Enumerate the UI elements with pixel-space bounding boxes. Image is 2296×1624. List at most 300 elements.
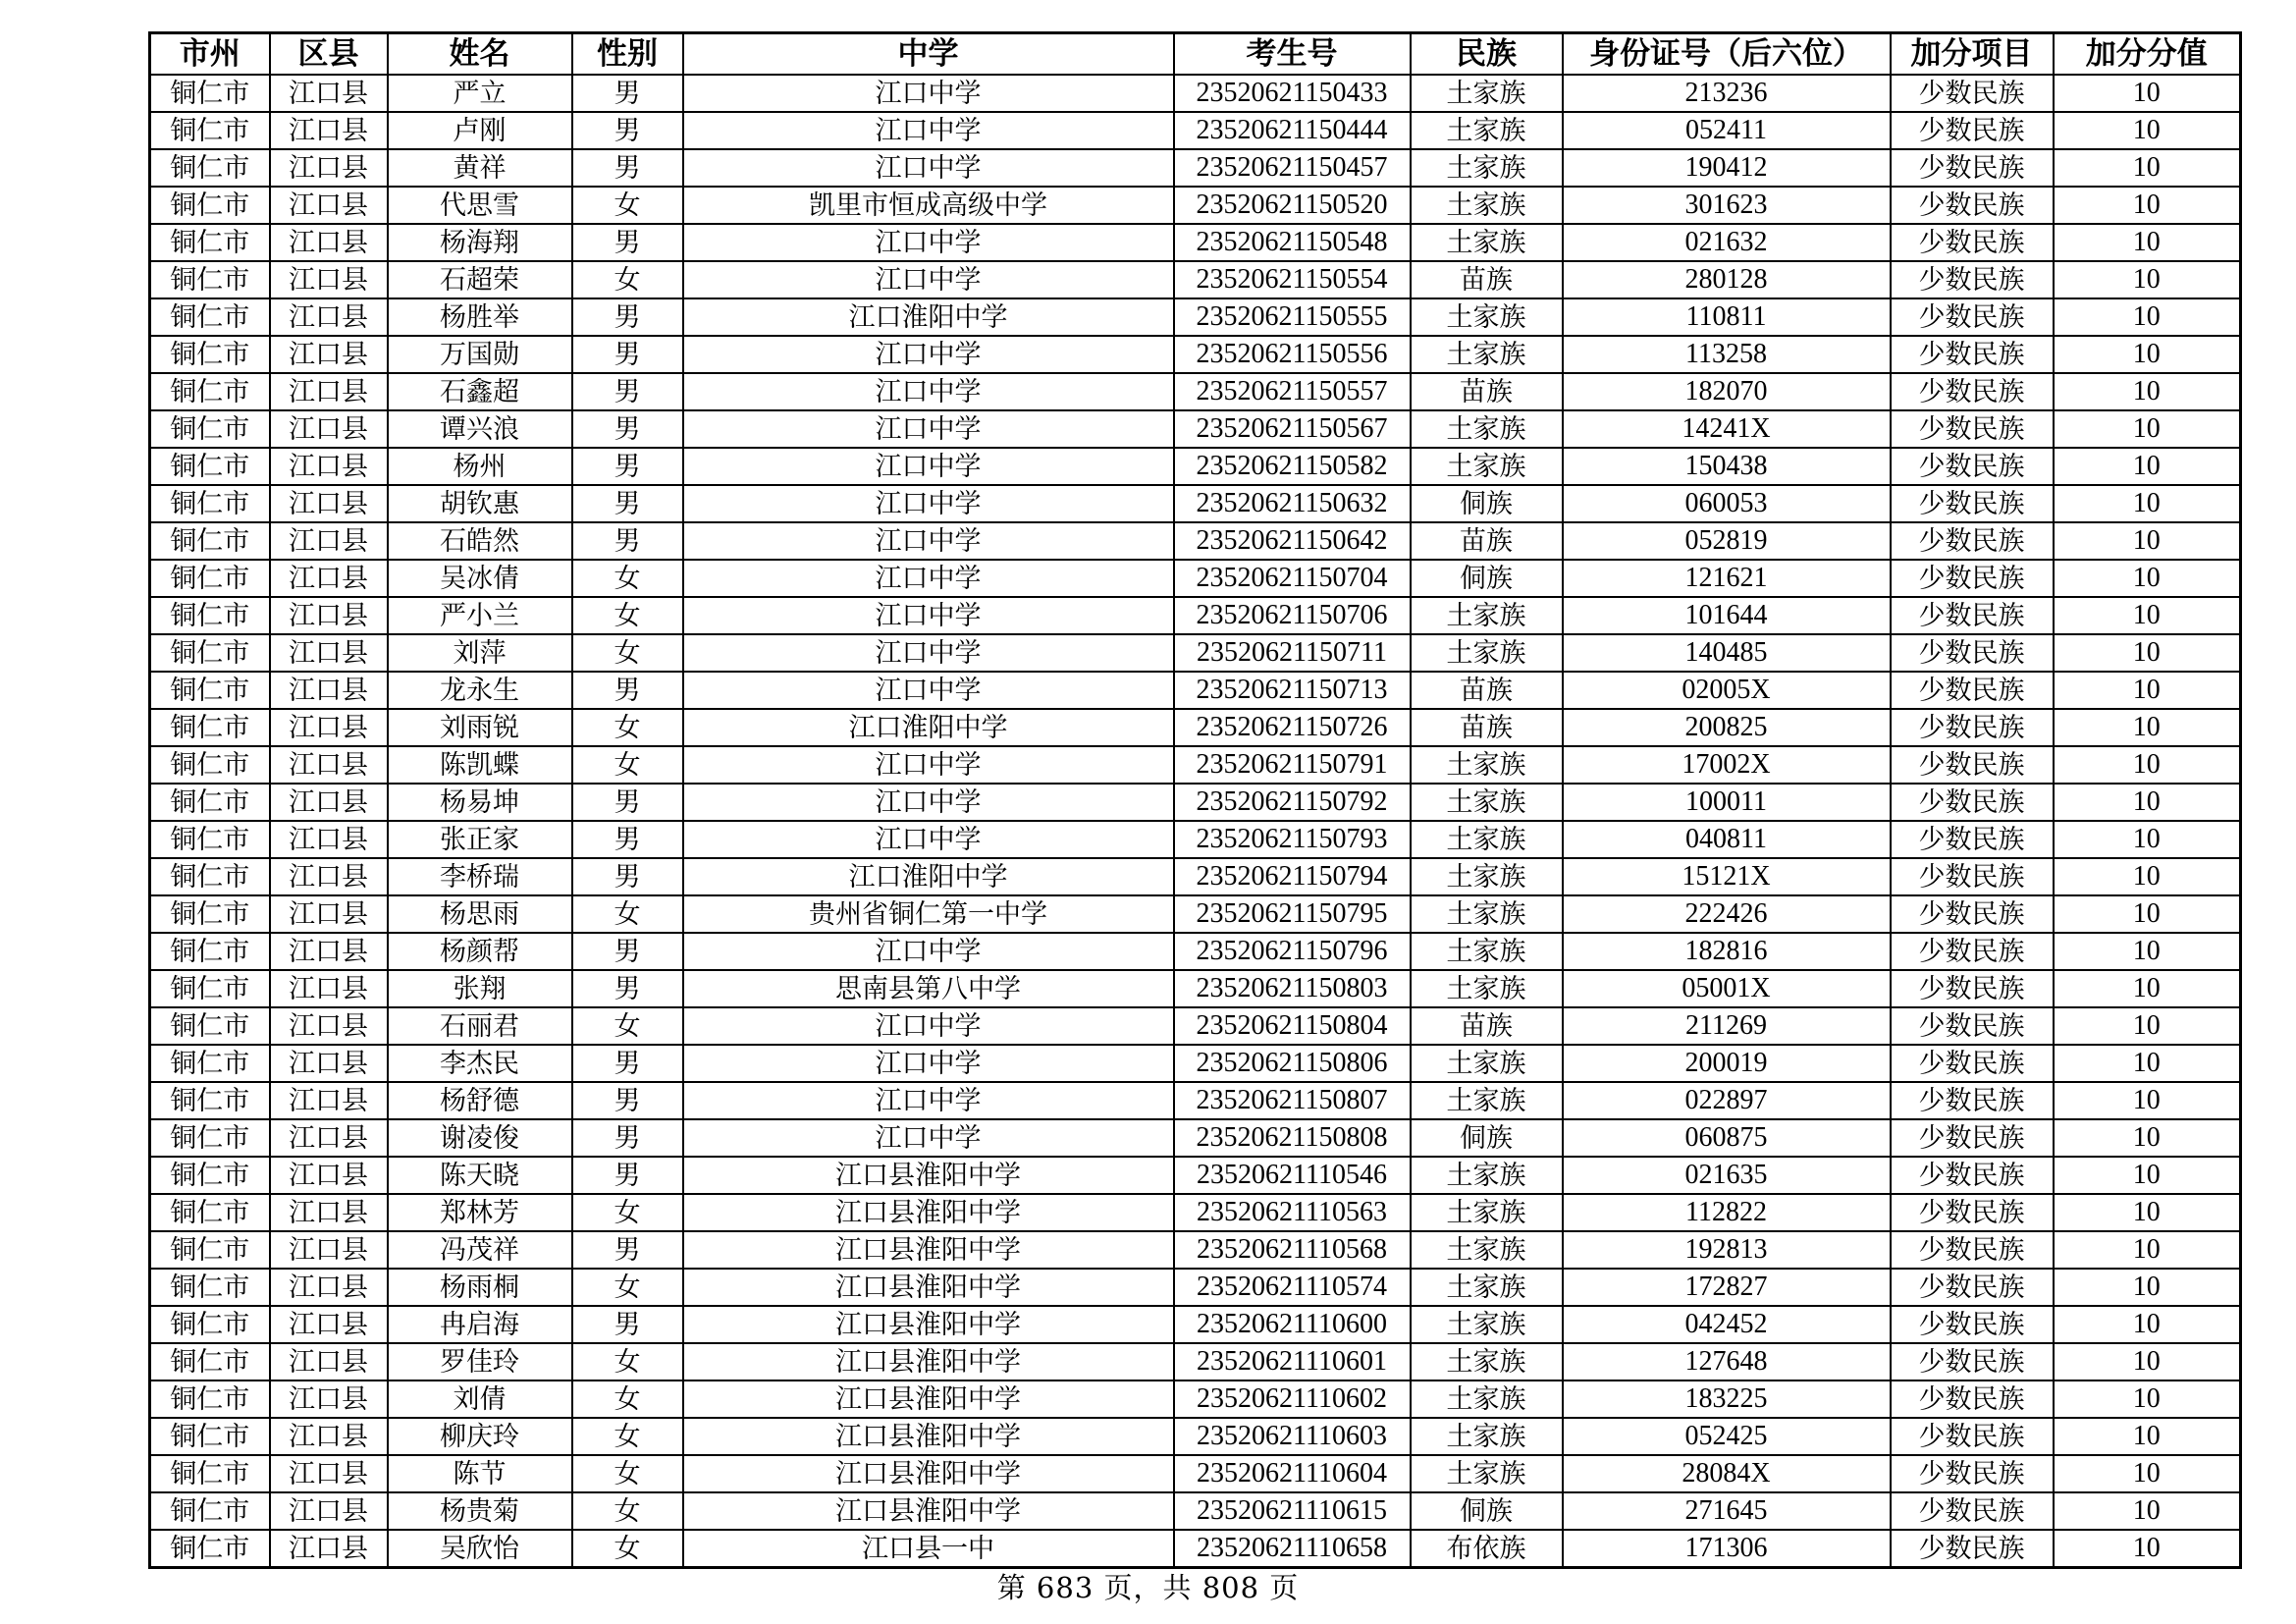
table-row — [150, 634, 2241, 672]
gender-cell: 女 — [572, 1492, 683, 1530]
table-row — [150, 784, 2241, 821]
name-cell: 杨贵菊 — [388, 1492, 572, 1530]
table-row — [150, 1492, 2241, 1530]
city-header: 市州 — [150, 33, 270, 76]
name-cell: 罗佳玲 — [388, 1343, 572, 1380]
ethnicity-cell: 土家族 — [1411, 336, 1563, 373]
name-cell: 杨思雨 — [388, 895, 572, 933]
name-cell: 刘萍 — [388, 634, 572, 672]
bonus-value-cell: 10 — [2054, 224, 2241, 261]
school-cell: 江口县淮阳中学 — [683, 1492, 1174, 1530]
exam-number-cell: 23520621150557 — [1174, 373, 1411, 410]
name-cell: 杨胜举 — [388, 298, 572, 336]
county-cell: 江口县 — [270, 895, 388, 933]
school-cell: 江口中学 — [683, 634, 1174, 672]
id-suffix-cell: 042452 — [1563, 1306, 1891, 1343]
county-cell: 江口县 — [270, 75, 388, 112]
bonus-points-table — [148, 31, 2242, 1569]
city-cell: 铜仁市 — [150, 298, 270, 336]
county-cell: 江口县 — [270, 1231, 388, 1269]
county-cell: 江口县 — [270, 224, 388, 261]
bonus-item-cell: 少数民族 — [1891, 933, 2054, 970]
county-cell: 江口县 — [270, 112, 388, 149]
school-cell: 江口中学 — [683, 672, 1174, 709]
bonus-value-cell: 10 — [2054, 112, 2241, 149]
ethnicity-cell: 侗族 — [1411, 1119, 1563, 1157]
bonus-value-cell: 10 — [2054, 784, 2241, 821]
school-cell: 江口中学 — [683, 112, 1174, 149]
school-cell: 江口县淮阳中学 — [683, 1455, 1174, 1492]
exam-number-cell: 23520621110563 — [1174, 1194, 1411, 1231]
exam-number-cell: 23520621150632 — [1174, 485, 1411, 522]
bonus-value-cell: 10 — [2054, 410, 2241, 448]
ethnicity-cell: 苗族 — [1411, 373, 1563, 410]
name-cell: 石丽君 — [388, 1007, 572, 1045]
table-row — [150, 1269, 2241, 1306]
table-row — [150, 261, 2241, 298]
bonus-item-cell: 少数民族 — [1891, 560, 2054, 597]
ethnicity-cell: 土家族 — [1411, 298, 1563, 336]
exam-number-cell: 23520621150433 — [1174, 75, 1411, 112]
gender-cell: 男 — [572, 1082, 683, 1119]
school-cell: 江口中学 — [683, 746, 1174, 784]
name-cell: 李杰民 — [388, 1045, 572, 1082]
gender-cell: 女 — [572, 187, 683, 224]
gender-cell: 男 — [572, 672, 683, 709]
gender-cell: 女 — [572, 1418, 683, 1455]
id-suffix-cell: 060053 — [1563, 485, 1891, 522]
table-row — [150, 448, 2241, 485]
name-cell: 严小兰 — [388, 597, 572, 634]
county-header: 区县 — [270, 33, 388, 76]
city-cell: 铜仁市 — [150, 1455, 270, 1492]
ethnicity-cell: 土家族 — [1411, 1418, 1563, 1455]
id-suffix-cell: 280128 — [1563, 261, 1891, 298]
ethnicity-cell: 土家族 — [1411, 858, 1563, 895]
city-cell: 铜仁市 — [150, 634, 270, 672]
id-suffix-cell: 052411 — [1563, 112, 1891, 149]
bonus-item-cell: 少数民族 — [1891, 448, 2054, 485]
bonus-value-cell: 10 — [2054, 1380, 2241, 1418]
name-cell: 柳庆玲 — [388, 1418, 572, 1455]
id-suffix-cell: 127648 — [1563, 1343, 1891, 1380]
bonus-value-cell: 10 — [2054, 1231, 2241, 1269]
name-cell: 黄祥 — [388, 149, 572, 187]
gender-cell: 男 — [572, 448, 683, 485]
city-cell: 铜仁市 — [150, 709, 270, 746]
gender-cell: 女 — [572, 895, 683, 933]
city-cell: 铜仁市 — [150, 1492, 270, 1530]
ethnicity-cell: 苗族 — [1411, 522, 1563, 560]
county-cell: 江口县 — [270, 448, 388, 485]
school-cell: 江口中学 — [683, 1119, 1174, 1157]
ethnicity-cell: 土家族 — [1411, 1455, 1563, 1492]
school-cell: 江口县淮阳中学 — [683, 1157, 1174, 1194]
school-cell: 江口县淮阳中学 — [683, 1418, 1174, 1455]
gender-cell: 女 — [572, 560, 683, 597]
name-cell: 杨颜帮 — [388, 933, 572, 970]
bonus-item-cell: 少数民族 — [1891, 821, 2054, 858]
bonus-value-cell: 10 — [2054, 522, 2241, 560]
county-cell: 江口县 — [270, 1007, 388, 1045]
table-row — [150, 1082, 2241, 1119]
county-cell: 江口县 — [270, 746, 388, 784]
id-suffix-cell: 052819 — [1563, 522, 1891, 560]
name-cell: 李桥瑞 — [388, 858, 572, 895]
bonus-item-cell: 少数民族 — [1891, 1306, 2054, 1343]
bonus-value-cell: 10 — [2054, 1306, 2241, 1343]
bonus-value-cell: 10 — [2054, 1530, 2241, 1568]
name-cell: 杨雨桐 — [388, 1269, 572, 1306]
school-header: 中学 — [683, 33, 1174, 76]
bonus-item-cell: 少数民族 — [1891, 1045, 2054, 1082]
name-cell: 万国勋 — [388, 336, 572, 373]
school-cell: 江口中学 — [683, 75, 1174, 112]
county-cell: 江口县 — [270, 1343, 388, 1380]
page-footer — [0, 1566, 2296, 1606]
ethnicity-cell: 土家族 — [1411, 187, 1563, 224]
bonus-value-cell: 10 — [2054, 1119, 2241, 1157]
bonus-value-cell: 10 — [2054, 336, 2241, 373]
city-cell: 铜仁市 — [150, 1343, 270, 1380]
gender-cell: 男 — [572, 858, 683, 895]
name-cell: 张正家 — [388, 821, 572, 858]
county-cell: 江口县 — [270, 709, 388, 746]
bonus-value-cell: 10 — [2054, 1418, 2241, 1455]
gender-cell: 男 — [572, 821, 683, 858]
exam-number-cell: 23520621150804 — [1174, 1007, 1411, 1045]
city-cell: 铜仁市 — [150, 1194, 270, 1231]
gender-cell: 男 — [572, 522, 683, 560]
table-row — [150, 1045, 2241, 1082]
gender-cell: 男 — [572, 784, 683, 821]
ethnicity-cell: 苗族 — [1411, 709, 1563, 746]
ethnicity-cell: 侗族 — [1411, 1492, 1563, 1530]
exam-number-cell: 23520621150554 — [1174, 261, 1411, 298]
ethnicity-cell: 土家族 — [1411, 448, 1563, 485]
bonus-value-cell: 10 — [2054, 821, 2241, 858]
exam-number-cell: 23520621150792 — [1174, 784, 1411, 821]
table-row — [150, 858, 2241, 895]
ethnicity-cell: 土家族 — [1411, 1157, 1563, 1194]
school-cell: 江口中学 — [683, 1082, 1174, 1119]
school-cell: 江口中学 — [683, 522, 1174, 560]
table-row — [150, 1343, 2241, 1380]
exam-number-cell: 23520621150520 — [1174, 187, 1411, 224]
exam-number-cell: 23520621150713 — [1174, 672, 1411, 709]
exam-number-cell: 23520621150582 — [1174, 448, 1411, 485]
bonus-item-cell: 少数民族 — [1891, 1380, 2054, 1418]
ethnicity-cell: 土家族 — [1411, 1231, 1563, 1269]
bonus-value-cell: 10 — [2054, 373, 2241, 410]
name-header: 姓名 — [388, 33, 572, 76]
county-cell: 江口县 — [270, 298, 388, 336]
school-cell: 凯里市恒成高级中学 — [683, 187, 1174, 224]
bonus-value-cell: 10 — [2054, 746, 2241, 784]
id-suffix-cell: 183225 — [1563, 1380, 1891, 1418]
ethnicity-cell: 土家族 — [1411, 1269, 1563, 1306]
name-cell: 代思雪 — [388, 187, 572, 224]
school-cell: 江口中学 — [683, 821, 1174, 858]
exam-number-cell: 23520621110658 — [1174, 1530, 1411, 1568]
exam-number-cell: 23520621150706 — [1174, 597, 1411, 634]
gender-cell: 男 — [572, 1231, 683, 1269]
id-suffix-cell: 271645 — [1563, 1492, 1891, 1530]
bonus-value-cell: 10 — [2054, 1157, 2241, 1194]
name-cell: 张翔 — [388, 970, 572, 1007]
table-row — [150, 1231, 2241, 1269]
ethnicity-cell: 土家族 — [1411, 75, 1563, 112]
city-cell: 铜仁市 — [150, 1045, 270, 1082]
bonus-value-cell: 10 — [2054, 448, 2241, 485]
id-suffix-cell: 28084X — [1563, 1455, 1891, 1492]
county-cell: 江口县 — [270, 1157, 388, 1194]
name-cell: 杨州 — [388, 448, 572, 485]
county-cell: 江口县 — [270, 336, 388, 373]
table-body — [150, 75, 2241, 1568]
exam-number-cell: 23520621150642 — [1174, 522, 1411, 560]
bonus-item-header: 加分项目 — [1891, 33, 2054, 76]
school-cell: 江口中学 — [683, 784, 1174, 821]
city-cell: 铜仁市 — [150, 448, 270, 485]
gender-cell: 女 — [572, 1194, 683, 1231]
bonus-item-cell: 少数民族 — [1891, 597, 2054, 634]
bonus-item-cell: 少数民族 — [1891, 522, 2054, 560]
bonus-value-cell: 10 — [2054, 634, 2241, 672]
county-cell: 江口县 — [270, 261, 388, 298]
exam-number-cell: 23520621110604 — [1174, 1455, 1411, 1492]
id-suffix-cell: 110811 — [1563, 298, 1891, 336]
table-row — [150, 298, 2241, 336]
city-cell: 铜仁市 — [150, 784, 270, 821]
gender-cell: 女 — [572, 1269, 683, 1306]
bonus-value-cell: 10 — [2054, 149, 2241, 187]
county-cell: 江口县 — [270, 1492, 388, 1530]
table-row — [150, 485, 2241, 522]
table-row — [150, 1119, 2241, 1157]
county-cell: 江口县 — [270, 1380, 388, 1418]
id-suffix-cell: 052425 — [1563, 1418, 1891, 1455]
city-cell: 铜仁市 — [150, 1007, 270, 1045]
bonus-value-cell: 10 — [2054, 1343, 2241, 1380]
ethnicity-cell: 土家族 — [1411, 112, 1563, 149]
name-cell: 刘倩 — [388, 1380, 572, 1418]
gender-cell: 女 — [572, 261, 683, 298]
table-row — [150, 1530, 2241, 1568]
ethnicity-cell: 苗族 — [1411, 261, 1563, 298]
county-cell: 江口县 — [270, 1455, 388, 1492]
table-row — [150, 1157, 2241, 1194]
county-cell: 江口县 — [270, 187, 388, 224]
school-cell: 江口淮阳中学 — [683, 858, 1174, 895]
bonus-value-cell: 10 — [2054, 1492, 2241, 1530]
gender-cell: 男 — [572, 298, 683, 336]
school-cell: 江口县淮阳中学 — [683, 1231, 1174, 1269]
gender-cell: 男 — [572, 1045, 683, 1082]
exam-number-cell: 23520621150796 — [1174, 933, 1411, 970]
bonus-value-cell: 10 — [2054, 298, 2241, 336]
document-page — [148, 31, 2239, 1569]
id-suffix-cell: 301623 — [1563, 187, 1891, 224]
name-cell: 卢刚 — [388, 112, 572, 149]
ethnicity-cell: 土家族 — [1411, 1045, 1563, 1082]
bonus-item-cell: 少数民族 — [1891, 1194, 2054, 1231]
bonus-item-cell: 少数民族 — [1891, 1343, 2054, 1380]
city-cell: 铜仁市 — [150, 187, 270, 224]
ethnicity-cell: 土家族 — [1411, 1380, 1563, 1418]
city-cell: 铜仁市 — [150, 112, 270, 149]
school-cell: 江口淮阳中学 — [683, 709, 1174, 746]
gender-cell: 女 — [572, 1530, 683, 1568]
table-row — [150, 746, 2241, 784]
county-cell: 江口县 — [270, 784, 388, 821]
id-suffix-cell: 172827 — [1563, 1269, 1891, 1306]
school-cell: 江口中学 — [683, 149, 1174, 187]
table-row — [150, 149, 2241, 187]
bonus-item-cell: 少数民族 — [1891, 336, 2054, 373]
ethnicity-cell: 土家族 — [1411, 597, 1563, 634]
city-cell: 铜仁市 — [150, 1269, 270, 1306]
city-cell: 铜仁市 — [150, 746, 270, 784]
city-cell: 铜仁市 — [150, 1306, 270, 1343]
city-cell: 铜仁市 — [150, 522, 270, 560]
bonus-item-cell: 少数民族 — [1891, 1082, 2054, 1119]
table-row — [150, 112, 2241, 149]
bonus-item-cell: 少数民族 — [1891, 895, 2054, 933]
city-cell: 铜仁市 — [150, 485, 270, 522]
bonus-item-cell: 少数民族 — [1891, 1157, 2054, 1194]
exam-number-cell: 23520621150726 — [1174, 709, 1411, 746]
city-cell: 铜仁市 — [150, 858, 270, 895]
id-suffix-cell: 171306 — [1563, 1530, 1891, 1568]
county-cell: 江口县 — [270, 597, 388, 634]
ethnicity-cell: 土家族 — [1411, 784, 1563, 821]
school-cell: 江口县一中 — [683, 1530, 1174, 1568]
bonus-item-cell: 少数民族 — [1891, 970, 2054, 1007]
ethnicity-cell: 土家族 — [1411, 410, 1563, 448]
exam-number-cell: 23520621150795 — [1174, 895, 1411, 933]
name-cell: 谭兴浪 — [388, 410, 572, 448]
table-row — [150, 1007, 2241, 1045]
exam-number-cell: 23520621150555 — [1174, 298, 1411, 336]
county-cell: 江口县 — [270, 933, 388, 970]
bonus-value-header: 加分分值 — [2054, 33, 2241, 76]
name-cell: 杨海翔 — [388, 224, 572, 261]
table-row — [150, 75, 2241, 112]
exam-number-cell: 23520621150793 — [1174, 821, 1411, 858]
county-cell: 江口县 — [270, 1418, 388, 1455]
ethnicity-cell: 土家族 — [1411, 634, 1563, 672]
county-cell: 江口县 — [270, 1082, 388, 1119]
city-cell: 铜仁市 — [150, 1157, 270, 1194]
city-cell: 铜仁市 — [150, 821, 270, 858]
city-cell: 铜仁市 — [150, 597, 270, 634]
bonus-item-cell: 少数民族 — [1891, 149, 2054, 187]
gender-cell: 男 — [572, 373, 683, 410]
exam-number-cell: 23520621110602 — [1174, 1380, 1411, 1418]
bonus-value-cell: 10 — [2054, 858, 2241, 895]
county-cell: 江口县 — [270, 821, 388, 858]
ethnicity-cell: 土家族 — [1411, 1194, 1563, 1231]
school-cell: 江口中学 — [683, 261, 1174, 298]
name-cell: 陈凯蝶 — [388, 746, 572, 784]
ethnicity-cell: 土家族 — [1411, 970, 1563, 1007]
city-cell: 铜仁市 — [150, 336, 270, 373]
bonus-value-cell: 10 — [2054, 1269, 2241, 1306]
table-row — [150, 560, 2241, 597]
ethnicity-cell: 土家族 — [1411, 746, 1563, 784]
city-cell: 铜仁市 — [150, 1418, 270, 1455]
city-cell: 铜仁市 — [150, 1380, 270, 1418]
exam-number-cell: 23520621110546 — [1174, 1157, 1411, 1194]
ethnicity-cell: 苗族 — [1411, 672, 1563, 709]
school-cell: 江口中学 — [683, 224, 1174, 261]
table-row — [150, 373, 2241, 410]
ethnicity-cell: 土家族 — [1411, 1306, 1563, 1343]
county-cell: 江口县 — [270, 485, 388, 522]
id-suffix-cell: 112822 — [1563, 1194, 1891, 1231]
city-cell: 铜仁市 — [150, 373, 270, 410]
ethnicity-cell: 土家族 — [1411, 149, 1563, 187]
id-suffix-cell: 200825 — [1563, 709, 1891, 746]
exam-number-cell: 23520621150806 — [1174, 1045, 1411, 1082]
bonus-value-cell: 10 — [2054, 709, 2241, 746]
name-cell: 严立 — [388, 75, 572, 112]
exam-number-cell: 23520621150794 — [1174, 858, 1411, 895]
bonus-item-cell: 少数民族 — [1891, 485, 2054, 522]
table-row — [150, 336, 2241, 373]
city-cell: 铜仁市 — [150, 261, 270, 298]
school-cell: 江口中学 — [683, 336, 1174, 373]
name-cell: 郑林芳 — [388, 1194, 572, 1231]
exam-number-cell: 23520621150711 — [1174, 634, 1411, 672]
table-row — [150, 1194, 2241, 1231]
id-suffix-cell: 022897 — [1563, 1082, 1891, 1119]
name-cell: 胡钦惠 — [388, 485, 572, 522]
exam-number-cell: 23520621110574 — [1174, 1269, 1411, 1306]
gender-cell: 男 — [572, 224, 683, 261]
table-row — [150, 1380, 2241, 1418]
id-suffix-cell: 200019 — [1563, 1045, 1891, 1082]
county-cell: 江口县 — [270, 1269, 388, 1306]
ethnicity-header: 民族 — [1411, 33, 1563, 76]
ethnicity-cell: 土家族 — [1411, 821, 1563, 858]
school-cell: 江口中学 — [683, 448, 1174, 485]
city-cell: 铜仁市 — [150, 224, 270, 261]
id-suffix-cell: 101644 — [1563, 597, 1891, 634]
city-cell: 铜仁市 — [150, 560, 270, 597]
ethnicity-cell: 苗族 — [1411, 1007, 1563, 1045]
gender-cell: 男 — [572, 112, 683, 149]
bonus-value-cell: 10 — [2054, 1082, 2241, 1119]
table-header-row — [150, 33, 2241, 76]
name-cell: 谢凌俊 — [388, 1119, 572, 1157]
city-cell: 铜仁市 — [150, 75, 270, 112]
id-suffix-header: 身份证号（后六位） — [1563, 33, 1891, 76]
county-cell: 江口县 — [270, 1306, 388, 1343]
table-row — [150, 1455, 2241, 1492]
gender-cell: 女 — [572, 1343, 683, 1380]
id-suffix-cell: 150438 — [1563, 448, 1891, 485]
id-suffix-cell: 222426 — [1563, 895, 1891, 933]
id-suffix-cell: 021635 — [1563, 1157, 1891, 1194]
id-suffix-cell: 213236 — [1563, 75, 1891, 112]
id-suffix-cell: 182070 — [1563, 373, 1891, 410]
exam-number-cell: 23520621150548 — [1174, 224, 1411, 261]
city-cell: 铜仁市 — [150, 970, 270, 1007]
gender-cell: 女 — [572, 1380, 683, 1418]
gender-cell: 女 — [572, 1455, 683, 1492]
